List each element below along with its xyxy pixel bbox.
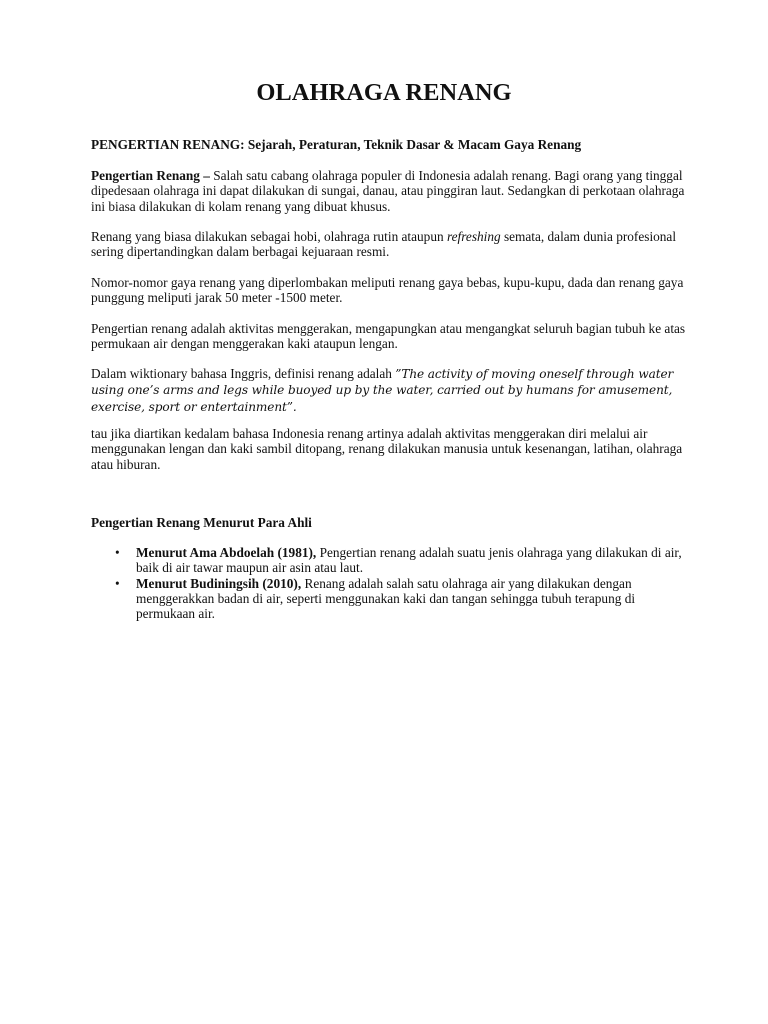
paragraph-italic-term: refreshing <box>446 229 501 244</box>
document-title: OLAHRAGA RENANG <box>256 79 512 106</box>
paragraph-text-before: Dalam wiktionary bahasa Inggris, definisi renang adalah <box>91 366 396 381</box>
paragraph-events: Nomor-nomor gaya renang yang diperlombakan meliputi renang gaya bebas, kupu-kupu, dada dan renang gaya punggung meliputi jarak 50 meter -1500 meter. <box>91 275 684 306</box>
list-item <box>91 545 691 576</box>
experts-list <box>91 545 691 621</box>
list-item <box>91 576 691 622</box>
paragraph-translation: tau jika diartikan kedalam bahasa Indonesia renang artinya adalah aktivitas menggerakan diri melalui air menggunakan lengan dan kaki sambil ditopang, renang dilakukan manusia untuk kesenangan, latihan, olahraga atau hiburan. <box>91 426 683 472</box>
wiktionary-quote: ”The activity of moving oneself through water using one’s arms and legs while buoyed up by the water, carried out by humans for amusement, exercise, sport or entertainment”. <box>91 367 674 414</box>
expert-name: Menurut Budiningsih (2010), <box>136 575 302 591</box>
expert-name: Menurut Ama Abdoelah (1981), <box>136 545 317 560</box>
experts-heading: Pengertian Renang Menurut Para Ahli <box>91 515 312 530</box>
paragraph-hobby <box>91 229 691 260</box>
bullet-icon: • <box>115 545 120 560</box>
paragraph-lead: Pengertian Renang – <box>91 168 210 183</box>
paragraph-text-after: semata, dalam dunia profesional sering dipertandingkan dalam berbagai kejuaraan resmi. <box>91 229 677 260</box>
paragraph-text-before: Renang yang biasa dilakukan sebagai hobi, olahraga rutin ataupun <box>91 229 447 244</box>
paragraph-wiktionary <box>91 366 691 415</box>
expert-text: Pengertian renang adalah suatu jenis olahraga yang dilakukan di air, baik di air tawar maupun air asin atau laut. <box>136 545 682 576</box>
bullet-icon: • <box>115 575 120 591</box>
expert-text: Renang adalah salah satu olahraga air yang dilakukan dengan menggerakkan badan di air, seperti menggunakan kaki dan tangan sehingga tubuh terapung di permukaan air. <box>136 575 636 622</box>
paragraph-definition <box>91 168 691 214</box>
document-subtitle: PENGERTIAN RENANG: Sejarah, Peraturan, Teknik Dasar & Macam Gaya Renang <box>91 137 582 152</box>
paragraph-meaning: Pengertian renang adalah aktivitas menggerakan, mengapungkan atau mengangkat seluruh bagian tubuh ke atas permukaan air dengan menggerakan kaki ataupun lengan. <box>91 321 686 352</box>
paragraph-text: Salah satu cabang olahraga populer di Indonesia adalah renang. Bagi orang yang tinggal dipedesaan olahraga ini dapat dilakukan di sungai, danau, atau pinggiran laut. Sedangkan di perkotaan olahraga ini biasa dilakukan di kolam renang yang dibuat khusus. <box>91 168 685 214</box>
